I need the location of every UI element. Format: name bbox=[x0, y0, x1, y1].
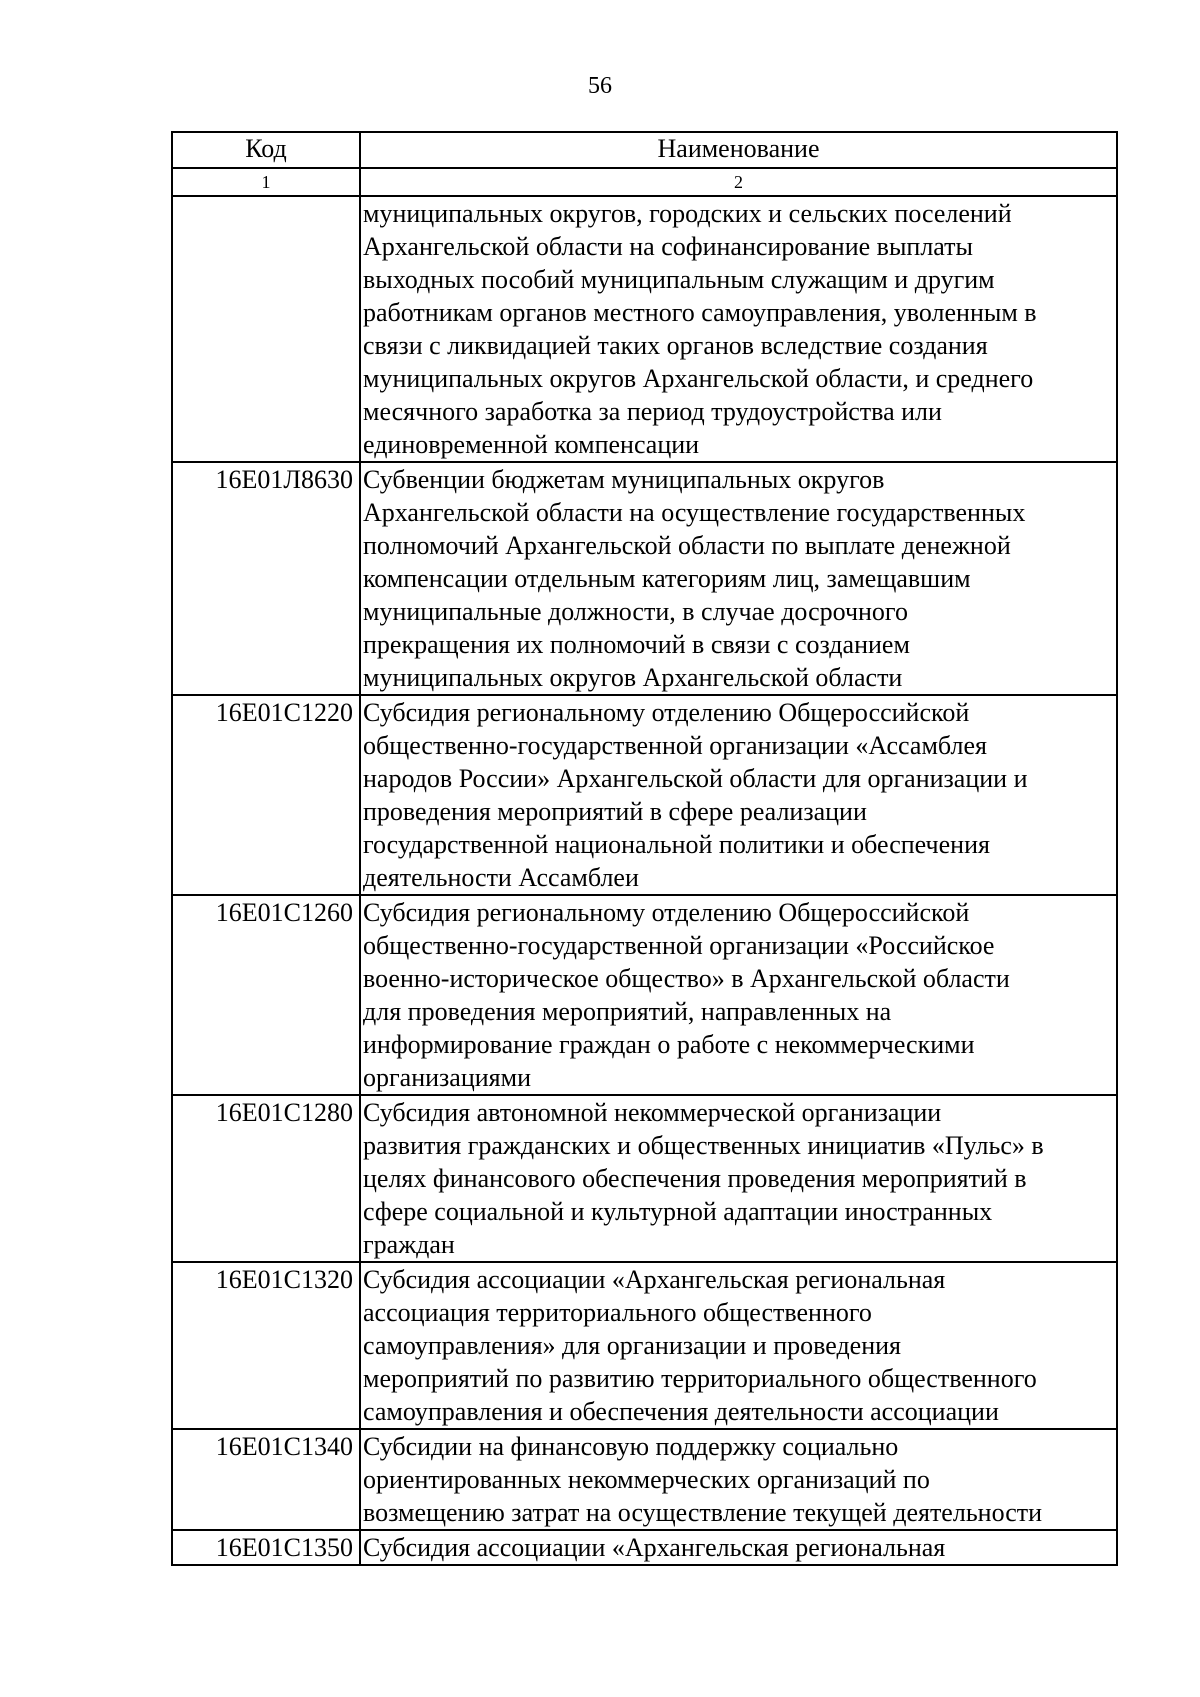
row-name-line: общественно-государственной организации «Российское bbox=[363, 931, 995, 960]
row-name-line: общественно-государственной организации «Ассамблея bbox=[363, 731, 987, 760]
row-code: 16Е01С1350 bbox=[172, 1530, 360, 1565]
row-name-line: Субсидия автономной некоммерческой организации bbox=[363, 1098, 942, 1127]
column-number-code: 1 bbox=[172, 168, 360, 196]
table-row bbox=[172, 1095, 1117, 1262]
row-code: 16Е01С1280 bbox=[172, 1095, 360, 1262]
row-name-line: Субсидии на финансовую поддержку социально bbox=[363, 1432, 899, 1461]
row-name-line: целях финансового обеспечения проведения мероприятий в bbox=[363, 1164, 1027, 1193]
row-name bbox=[360, 695, 1117, 895]
row-name-line: информирование граждан о работе с некоммерческими bbox=[363, 1030, 975, 1059]
row-name-line: ассоциация территориального общественного bbox=[363, 1298, 872, 1327]
row-name bbox=[360, 1262, 1117, 1429]
table-row bbox=[172, 1530, 1117, 1565]
column-number-name: 2 bbox=[360, 168, 1117, 196]
row-name-line: Субвенции бюджетам муниципальных округов bbox=[363, 465, 885, 494]
row-code: 16Е01Л8630 bbox=[172, 462, 360, 695]
table-row bbox=[172, 695, 1117, 895]
row-name-line: самоуправления» для организации и проведения bbox=[363, 1331, 902, 1360]
table-header-row bbox=[172, 132, 1117, 168]
table-body bbox=[172, 196, 1117, 1565]
row-name-line: Субсидия ассоциации «Архангельская региональная bbox=[363, 1533, 946, 1562]
header-name: Наименование bbox=[360, 132, 1117, 168]
table-row bbox=[172, 895, 1117, 1095]
row-name-line: развития гражданских и общественных инициатив «Пульс» в bbox=[363, 1131, 1044, 1160]
row-name bbox=[360, 895, 1117, 1095]
row-name-line: проведения мероприятий в сфере реализации bbox=[363, 797, 867, 826]
row-name-line: для проведения мероприятий, направленных на bbox=[363, 997, 892, 1026]
row-name-line: мероприятий по развитию территориального общественного bbox=[363, 1364, 1037, 1393]
row-name-line: Субсидия ассоциации «Архангельская региональная bbox=[363, 1265, 946, 1294]
row-name-line: Архангельской области на осуществление государственных bbox=[363, 498, 1026, 527]
row-code: 16Е01С1340 bbox=[172, 1429, 360, 1530]
row-name-line: Архангельской области на софинансирование выплаты bbox=[363, 232, 974, 261]
row-name-line: ориентированных некоммерческих организаций по bbox=[363, 1465, 930, 1494]
row-name bbox=[360, 462, 1117, 695]
row-name-line: выходных пособий муниципальным служащим и другим bbox=[363, 265, 995, 294]
page-number: 56 bbox=[588, 73, 612, 99]
row-name-line: муниципальных округов, городских и сельских поселений bbox=[363, 199, 1012, 228]
row-name-line: граждан bbox=[363, 1230, 455, 1259]
row-name-line: компенсации отдельным категориям лиц, замещавшим bbox=[363, 564, 971, 593]
column-number-row bbox=[172, 168, 1117, 196]
row-name-line: государственной национальной политики и обеспечения bbox=[363, 830, 990, 859]
row-name bbox=[360, 1429, 1117, 1530]
row-name bbox=[360, 1530, 1117, 1565]
table-row bbox=[172, 196, 1117, 462]
row-name-line: муниципальные должности, в случае досрочного bbox=[363, 597, 908, 626]
row-name-line: народов России» Архангельской области для организации и bbox=[363, 764, 1028, 793]
row-name-line: самоуправления и обеспечения деятельности ассоциации bbox=[363, 1397, 999, 1426]
row-name-line: работникам органов местного самоуправления, уволенным в bbox=[363, 298, 1037, 327]
row-name-line: единовременной компенсации bbox=[363, 430, 700, 459]
row-name-line: прекращения их полномочий в связи с созданием bbox=[363, 630, 910, 659]
row-name-line: военно-историческое общество» в Архангельской области bbox=[363, 964, 1010, 993]
row-code: 16Е01С1260 bbox=[172, 895, 360, 1095]
row-code bbox=[172, 196, 360, 462]
table-row bbox=[172, 1429, 1117, 1530]
row-name-line: возмещению затрат на осуществление текущей деятельности bbox=[363, 1498, 1043, 1527]
row-name-line: Субсидия региональному отделению Общероссийской bbox=[363, 898, 970, 927]
row-name-line: деятельности Ассамблеи bbox=[363, 863, 639, 892]
row-name-line: Субсидия региональному отделению Общероссийской bbox=[363, 698, 970, 727]
row-name-line: связи с ликвидацией таких органов вследствие создания bbox=[363, 331, 988, 360]
table-row bbox=[172, 462, 1117, 695]
row-name-line: муниципальных округов Архангельской области bbox=[363, 663, 903, 692]
row-name-line: организациями bbox=[363, 1063, 531, 1092]
row-name bbox=[360, 196, 1117, 462]
budget-codes-table bbox=[171, 131, 1118, 1566]
table-row bbox=[172, 1262, 1117, 1429]
row-code: 16Е01С1320 bbox=[172, 1262, 360, 1429]
row-name-line: муниципальных округов Архангельской области, и среднего bbox=[363, 364, 1034, 393]
row-name-line: сфере социальной и культурной адаптации иностранных bbox=[363, 1197, 993, 1226]
row-name bbox=[360, 1095, 1117, 1262]
row-name-line: полномочий Архангельской области по выплате денежной bbox=[363, 531, 1011, 560]
header-code: Код bbox=[172, 132, 360, 168]
row-name-line: месячного заработка за период трудоустройства или bbox=[363, 397, 942, 426]
row-code: 16Е01С1220 bbox=[172, 695, 360, 895]
